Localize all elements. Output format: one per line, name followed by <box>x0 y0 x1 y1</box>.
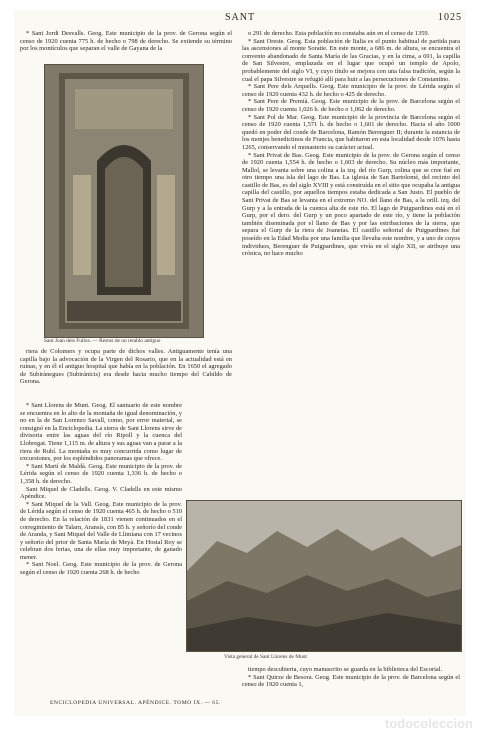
figure2-caption: Vista general de Sant Llorens de Munt <box>224 654 307 660</box>
entry-sant-pere-arquells: * Sant Pere dels Arquells. Geog. Este municipio de la prov. de Lérida según el censo de 1920 cuenta 432 h. de hecho o 425 de derecho. <box>242 83 460 98</box>
entry-continuation-2: tiempo descubierta, cuyo manuscrito se guarda en la biblioteca del Escorial. <box>248 666 443 673</box>
landscape-photo <box>186 500 462 652</box>
page <box>14 10 466 716</box>
altarpiece-illustration <box>45 65 203 337</box>
entry-sant-noel: * Sant Noel. Geog. Este municipio de la prov. de Gerona según el censo de 1920 cuenta 268 h. de hecho <box>20 561 182 577</box>
entry-sant-oreste: * Sant Oreste. Geog. Esta población de Italia es el punto habitual de partida para las ascensiones al monte Soratte. En este monte, a 686 m. de altura, se encuentra el convento abandonado de Santa María de las Gracias, y en la cima, a 691, la capilla de San Silvestre, emplazada en el lugar que ocupó un templo de Apolo, probablemente del siglo VI, y cuyo título se mejora con una falsa tradición, según la cual el papa Silvestre se refugió allí para huir a las persecuciones de Constantino. <box>242 37 460 83</box>
entry-sant-privat: * Sant Privat de Bas. Geog. Este municipio de la prov. de Gerona según el censo de 1920 cuenta 1,554 h. de hecho o 1,603 de derecho. Su núcleo más importante, Mallol, se levanta sobre una colina a la izq. del río Gurp, colina que se cree fué en otro tiempo una isla del lago de Bas. La iglesia de San Bartolomé, del recinto del castillo de Bas, es del siglo XVIII y está construída en el sitio que ocupaba la antigua capilla del castillo, por aquellos tiempos estaba dedicada a San Justo. El pueblo de Sant Privat de Bas se levanta en el extremo NO. del llano de Bas, a la orill. izq. del Gurp y a la entrada de la cuenca alta de este río. El lago de Puigpardines está en el Gurp, por el dero. del Gurp y un poco apartado de este río, y tiene la población también diseminada por el llano de Bas y por las estribaciones de la sierra, que separa el Gurp de la riera de Joanetas. El castillo señorial de Puigpardines fué poseído en la Edad Media por una familia que llevaba este nombre, y a uno de cuyos individuos, Berenguer de Puigpardines, que vivía en el siglo XII, se atribuye una crónica, no hace mucho <box>242 151 460 258</box>
watermark: todocoleccion <box>384 716 473 731</box>
right-column <box>242 30 460 498</box>
left-top-entry: * Sant Jordi Desvalls. Geog. Este municipio de la prov. de Gerona según el censo de 1920 cuenta 775 h. de hecho o 798 de derecho. Se extiende su término por los montículos que separan el valle de Gayana de la <box>20 30 232 53</box>
left-mid-text: riera de Colomers y ocupa parte de dichos valles. Antiguamente tenía una capilla bajo la advocación de la Virgen del Rosario, que en la actualidad está en ruinas, y en él el antiguo hospital que había en la población. En 1650 el agregado de Subirànegues (Subiránicis) era desde hacia mucho tiempo del Cabildo de Gerona. <box>20 348 232 386</box>
entry-sant-pere-premia: * Sant Pere de Premià. Geog. Este municipio de la prov. de Barcelona según el censo de 1920 cuenta 1,026 h. de hecho o 1,062 de derecho. <box>242 98 460 113</box>
altarpiece-photo <box>44 64 204 338</box>
figure1-caption: Sant Joan dels Fullos. — Restos de un retablo antiguo <box>44 338 161 344</box>
entry-sant-marti: * Sant Martí de Maldà. Geog. Este municipio de la prov. de Lérida según el censo de 1920 cuenta 1,336 h. de hecho o 1,358 h. de derecho. <box>20 462 182 485</box>
right-bottom-text <box>242 666 460 696</box>
page-footer: ENCICLOPEDIA UNIVERSAL. APÉNDICE. TOMO IX. — 65. <box>50 700 221 706</box>
entry-sant-pol: * Sant Pol de Mar. Geog. Este municipio de la provincia de Barcelona según el censo de 1920 cuenta 1,571 h. de hecho o 1,601 de derecho. Hacia el año 1000 quedó en poder del conde de Barcelona, Ramón Berenguer II; durante la estancia de los monjes benedictinos de Francia, que habitaron en esta localidad desde 1076 hasta 1265, conservando el monasterio su carácter actual. <box>242 113 460 151</box>
running-header <box>14 12 466 26</box>
left-lower-entries <box>20 402 182 696</box>
landscape-illustration <box>187 501 461 651</box>
entry-sant-miquel-cladells: Sant Miquel de Cladells. Geog. V. Cladells en este mismo Apéndice. <box>20 485 182 501</box>
entry-continuation: o 291 de derecho. Esta población no constaba aún en el censo de 1359. <box>248 30 430 37</box>
entry-sant-quirze: * Sant Quirze de Besora. Geog. Este municipio de la prov. de Barcelona según el censo de 1920 cuenta 1, <box>242 673 460 689</box>
entry-sant-miquel-vall: * Sant Miquel de la Vall. Geog. Este municipio de la prov. de Lérida según el censo de 1920 cuenta 465 h. de hecho o 510 de derecho. En la relación de 1831 vienen continuados en el corregimiento de Talarn, Aransís, con 85 h. y señorío del conde de Aranda, y Sant Miquel del Valle de Llimiana con 17 vecinos y señorío del prior de Santa María de Meyà. En Hostal Roy se celebran dos ferias, una de ellas muy importante, de ganado mener. <box>20 500 182 561</box>
page-number: 1025 <box>438 12 462 23</box>
entry-sant-llorens: * Sant Llorens de Munt. Geog. El santuario de este nombre se encuentra en lo alto de la montaña de igual denominación, y no en la de San Lorenzo Savall, como, por error material, se consignó en la Enciclopedia. La sierra de Sant Llorens sirve de divisoria entre las aguas del río Ripoll y la cuenca del Llobregat. Tiene 1,115 m. de altura y sus aguas van a parar a la riera de Rubí. La montaña es muy concurrida como lugar de excursiones, por los espléndidos panoramas que ofrece. <box>20 402 182 463</box>
header-title: SANT <box>224 12 256 23</box>
